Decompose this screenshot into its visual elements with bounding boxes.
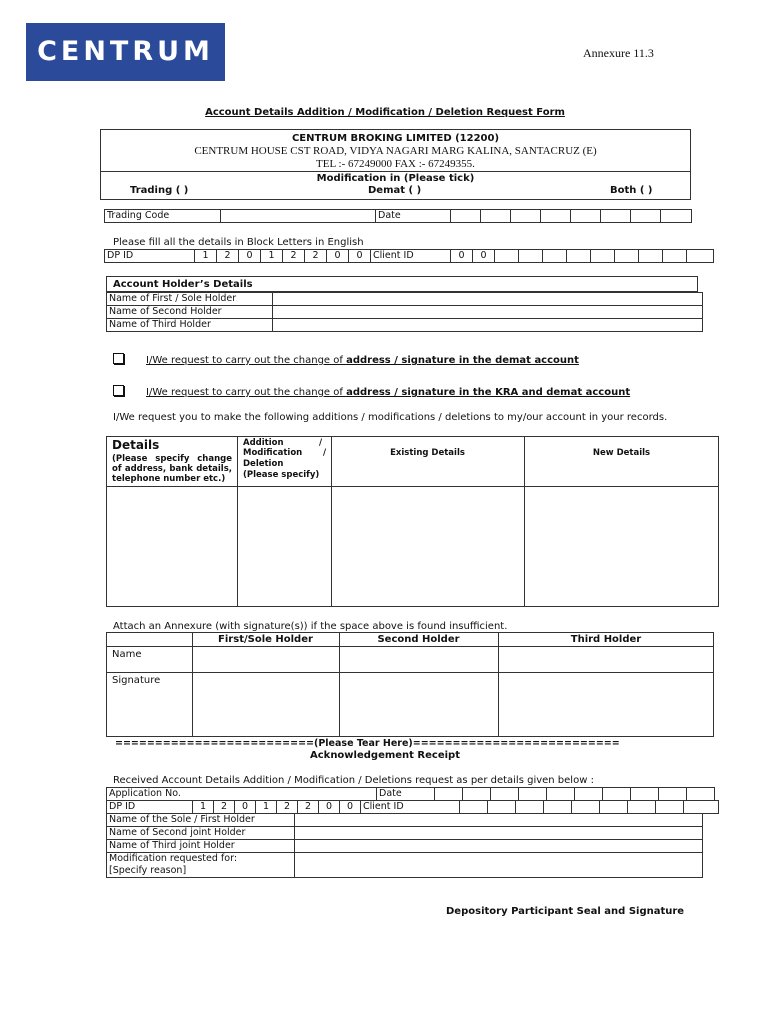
divider — [339, 632, 340, 737]
divider — [106, 672, 714, 673]
receipt-first-holder-input[interactable] — [295, 814, 703, 827]
second-holder-header: Second Holder — [377, 634, 460, 645]
dp-id-digit: 0 — [327, 250, 349, 263]
date-cell[interactable] — [511, 210, 541, 223]
client-id-cell[interactable] — [567, 250, 591, 263]
signature-row-label: Signature — [112, 675, 161, 686]
dp-id-label: DP ID — [105, 250, 195, 263]
receipt-dp-id-row — [107, 801, 719, 814]
divider — [498, 632, 499, 737]
date-cell[interactable] — [687, 788, 715, 801]
receipt-second-holder-label: Name of Second joint Holder — [107, 827, 295, 840]
dp-id-digit: 0 — [239, 250, 261, 263]
receipt-client-id-label: Client ID — [361, 801, 460, 814]
date-cell[interactable] — [481, 210, 511, 223]
broker-name: CENTRUM BROKING LIMITED (12200) — [291, 133, 500, 144]
client-id-cell[interactable] — [639, 250, 663, 263]
dp-id-digit: 2 — [283, 250, 305, 263]
receipt-date-label: Date — [377, 788, 435, 801]
demat-option[interactable]: Demat ( ) — [368, 185, 422, 196]
client-id-cell[interactable] — [544, 801, 572, 814]
action-specify: (Please specify) — [243, 470, 320, 480]
client-id-cell[interactable] — [543, 250, 567, 263]
second-holder-label: Name of Second Holder — [107, 306, 273, 319]
client-id-cell[interactable] — [663, 250, 687, 263]
date-cell[interactable] — [575, 788, 603, 801]
request-kra-bold: address / signature in the KRA and demat account — [346, 387, 631, 398]
trading-code-row — [105, 210, 692, 223]
modification-label: Modification in (Please tick) — [316, 173, 475, 184]
annexure-label: Annexure 11.3 — [583, 46, 654, 60]
annexure-note: Attach an Annexure (with signature(s)) if the space above is found insufficient. — [113, 621, 508, 632]
second-holder-input[interactable] — [273, 306, 703, 319]
broker-contact: TEL :- 67249000 FAX :- 67249355. — [316, 158, 475, 170]
dp-id-digit: 2 — [217, 250, 239, 263]
client-id-cell[interactable] — [656, 801, 684, 814]
date-cell[interactable] — [659, 788, 687, 801]
divider — [237, 436, 238, 607]
trading-code-label: Trading Code — [105, 210, 221, 223]
first-holder-label: Name of First / Sole Holder — [107, 293, 273, 306]
new-details-header: New Details — [592, 448, 651, 458]
holders-table — [106, 292, 703, 332]
reason-input[interactable] — [295, 853, 703, 878]
dp-id-digit: 1 — [195, 250, 217, 263]
receipt-third-holder-label: Name of Third joint Holder — [107, 840, 295, 853]
dp-id-digit: 2 — [214, 801, 235, 814]
date-cell[interactable] — [451, 210, 481, 223]
client-id-cell[interactable] — [519, 250, 543, 263]
logo-text: CENTRUM — [37, 36, 214, 67]
receipt-dp-id-label: DP ID — [107, 801, 193, 814]
details-title: Details — [112, 438, 160, 452]
signature-table — [106, 632, 714, 737]
request-kra-prefix: I/We request to carry out the change of — [146, 387, 347, 398]
dp-id-digit: 2 — [298, 801, 319, 814]
client-id-cell[interactable] — [628, 801, 656, 814]
trading-code-input[interactable] — [221, 210, 376, 223]
trading-code-table — [104, 209, 692, 223]
receipt-holder-row — [107, 814, 703, 827]
date-cell[interactable] — [547, 788, 575, 801]
reason-label-line1: Modification requested for: — [109, 853, 238, 864]
dp-id-row — [105, 250, 714, 263]
holders-title: Account Holder’s Details — [113, 279, 253, 290]
client-id-cell[interactable] — [495, 250, 519, 263]
third-holder-header: Third Holder — [570, 634, 642, 645]
dp-id-digit: 0 — [340, 801, 361, 814]
dp-id-digit: 2 — [277, 801, 298, 814]
receipt-third-holder-input[interactable] — [295, 840, 703, 853]
client-id-cell[interactable] — [516, 801, 544, 814]
acknowledgement-title: Acknowledgement Receipt — [310, 750, 460, 761]
third-holder-input[interactable] — [273, 319, 703, 332]
date-cell[interactable] — [631, 210, 661, 223]
request-demat-bold: address / signature in the demat account — [346, 355, 579, 366]
details-note: (Please specify change of address, bank details, telephone number etc.) — [112, 454, 232, 484]
client-id-cell[interactable] — [591, 250, 615, 263]
divider — [106, 486, 719, 487]
date-cell[interactable] — [435, 788, 463, 801]
dp-id-digit: 0 — [235, 801, 256, 814]
holder-row — [107, 319, 703, 332]
divider — [100, 171, 691, 172]
action-deletion: Deletion — [243, 459, 284, 469]
date-label: Date — [376, 210, 451, 223]
client-id-cell[interactable] — [488, 801, 516, 814]
checkbox-icon[interactable] — [113, 353, 124, 364]
request-kra-option[interactable] — [113, 385, 630, 398]
dp-id-digit: 0 — [319, 801, 340, 814]
receipt-first-holder-label: Name of the Sole / First Holder — [107, 814, 295, 827]
block-letters-instruction: Please fill all the details in Block Letters in English — [113, 237, 364, 248]
receipt-holders-table — [106, 813, 703, 878]
client-id-digit: 0 — [473, 250, 495, 263]
application-table — [106, 787, 715, 801]
receipt-second-holder-input[interactable] — [295, 827, 703, 840]
broker-address: CENTRUM HOUSE CST ROAD, VIDYA NAGARI MARG KALINA, SANTACRUZ (E) — [194, 145, 597, 157]
trading-option[interactable]: Trading ( ) — [130, 185, 189, 196]
date-cell[interactable] — [571, 210, 601, 223]
receipt-dp-id-table — [106, 800, 719, 814]
action-modification: Modification / — [243, 448, 327, 458]
client-id-cell[interactable] — [572, 801, 600, 814]
dp-id-digit: 1 — [256, 801, 277, 814]
centrum-logo — [26, 23, 225, 81]
reason-label-line2: [Specify reason] — [109, 865, 187, 876]
both-option[interactable]: Both ( ) — [610, 185, 653, 196]
client-id-cell[interactable] — [600, 801, 628, 814]
divider — [331, 436, 332, 607]
divider — [524, 436, 525, 607]
dp-id-table — [104, 249, 714, 263]
dp-id-digit: 0 — [349, 250, 371, 263]
first-holder-input[interactable] — [273, 293, 703, 306]
date-cell[interactable] — [601, 210, 631, 223]
client-id-digit: 0 — [451, 250, 473, 263]
date-cell[interactable] — [661, 210, 692, 223]
first-holder-header: First/Sole Holder — [218, 634, 313, 645]
dp-id-digit: 2 — [305, 250, 327, 263]
client-id-cell[interactable] — [460, 801, 488, 814]
action-addition: Addition / — [243, 438, 323, 448]
application-row — [107, 788, 715, 801]
receipt-holder-row — [107, 827, 703, 840]
seal-signature-label: Depository Participant Seal and Signature — [446, 906, 685, 917]
client-id-label: Client ID — [371, 250, 451, 263]
request-statement: I/We request you to make the following additions / modifications / deletions to my/our account in your records. — [113, 412, 668, 423]
client-id-cell[interactable] — [615, 250, 639, 263]
date-cell[interactable] — [491, 788, 519, 801]
client-id-cell[interactable] — [687, 250, 714, 263]
checkbox-icon[interactable] — [113, 385, 124, 396]
receipt-holder-row — [107, 840, 703, 853]
name-row-label: Name — [112, 649, 142, 660]
divider — [192, 632, 193, 737]
existing-details-header: Existing Details — [390, 448, 465, 458]
dp-id-digit: 1 — [261, 250, 283, 263]
divider — [106, 646, 714, 647]
date-cell[interactable] — [463, 788, 491, 801]
request-demat-option[interactable] — [113, 353, 579, 366]
date-cell[interactable] — [541, 210, 571, 223]
receipt-reason-row — [107, 853, 703, 878]
client-id-cell[interactable] — [684, 801, 719, 814]
received-statement: Received Account Details Addition / Modification / Deletions request as per details given below : — [113, 775, 594, 786]
reason-label — [107, 853, 295, 878]
request-demat-prefix: I/We request to carry out the change of — [146, 355, 347, 366]
tear-line: =========================(Please Tear Here)========================== — [115, 738, 620, 749]
third-holder-label: Name of Third Holder — [107, 319, 273, 332]
dp-id-digit: 1 — [193, 801, 214, 814]
date-cell[interactable] — [603, 788, 631, 801]
holder-row — [107, 293, 703, 306]
date-cell[interactable] — [519, 788, 547, 801]
date-cell[interactable] — [631, 788, 659, 801]
form-title: Account Details Addition / Modification / Deletion Request Form — [205, 107, 565, 118]
application-no-label: Application No. — [107, 788, 377, 801]
holder-row — [107, 306, 703, 319]
